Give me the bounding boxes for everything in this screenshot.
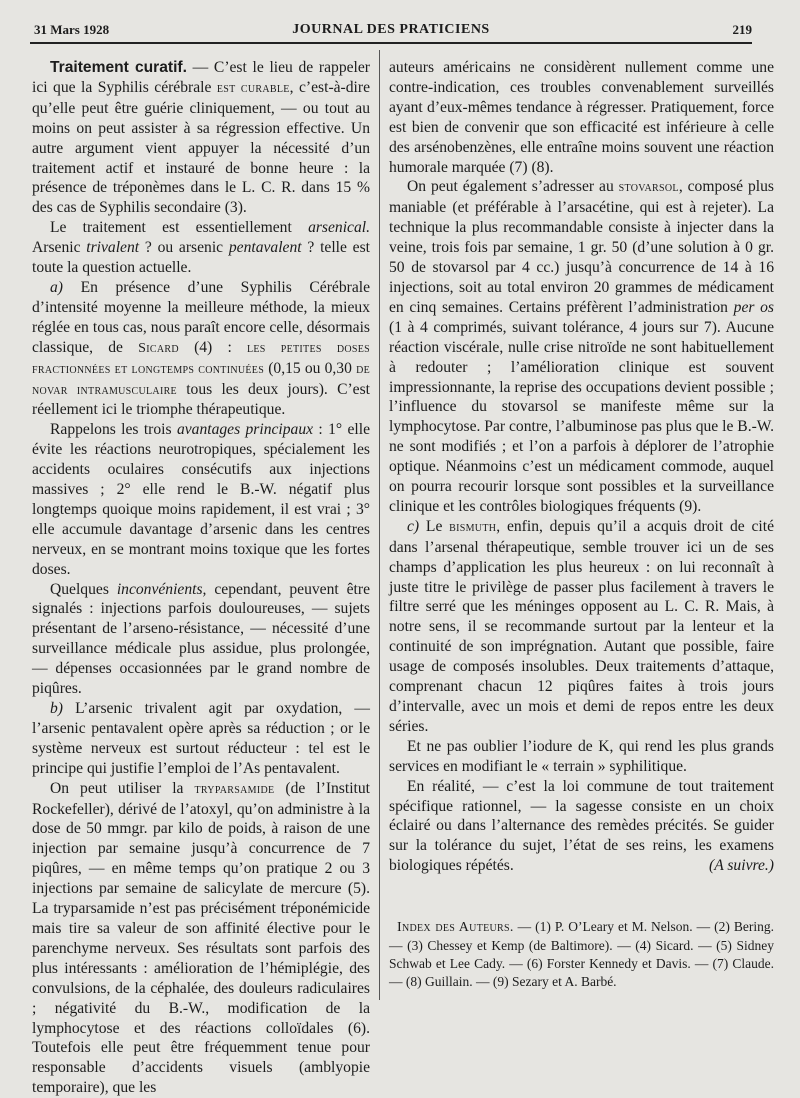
smallcaps-run: Sicard — [138, 340, 179, 356]
text-run: ? ou arsenic — [139, 239, 229, 257]
smallcaps-run: stovarsol — [618, 180, 679, 196]
text-run: Arsenic — [32, 239, 87, 257]
text-run: ? telle est toute la question actuelle. — [32, 239, 370, 277]
text-run: En présence d’une Syphilis Cérébrale d’intensité moyenne la meilleure méthode, la mieux réglée en tous cas, nous paraît encore celle, désormais classique, de — [32, 278, 370, 356]
text-run: , c’est-à-dire qu’elle peut être guérie cliniquement, — ou tout au moins on peut assister à sa régression effective. Un autre argument vient appuyer la nécessité d’un traitement actif et instauré de bonne heure : la présence de tréponèmes dans le L. C. R. dans 15 % des cas de Syphilis secondaire (3). — [32, 78, 370, 217]
italic-run: pentavalent — [228, 239, 302, 257]
text-run: (1 à 4 comprimés, suivant tolérance, 4 jours sur 7). Aucune réaction viscérale, nulle crise nitroïde ne sont habituellement à redouter ; l’amélioration clinique est souvent impressionnante, la reprise des occupations devient possible ; l’influence du stovarsol se manifeste même sur la lymphocytose. Par contre, l’albuminose pas plus que le B.-W. ne sont modifiés ; et l’on a parfois à déplorer de l’atrophie optique. Néanmoins c’est un médicament commode, auquel on pourra recourir lorsque sont possibles et la surveillance clinique et les contrôles biologiques fréquents (9). — [389, 318, 774, 515]
header-rule — [30, 42, 752, 44]
paragraph-b — [32, 699, 370, 779]
author-index — [389, 918, 774, 991]
paragraph-realite — [389, 777, 774, 877]
paragraph-inconvenients — [32, 580, 370, 699]
column-divider — [379, 50, 380, 1000]
italic-run: arsenical. — [308, 219, 370, 237]
paragraph-auteurs-americains: auteurs américains ne considèrent nullement comme une contre-indication, ces troubles convenablement surveillés ayant d’eux-mêmes tendance à régresser. Pratiquement, force est bien de convenir que son efficacité est inférieure à celle des arsénobenzènes, elle entraîne moins souvent une réaction humorale marquée (7) (8). — [389, 59, 774, 176]
paragraph-arsenical — [32, 218, 370, 278]
smallcaps-run: est curable — [216, 80, 290, 96]
text-run: (4) : — [178, 338, 247, 356]
text-run: Le — [419, 517, 450, 535]
paragraph-stovarsol — [389, 177, 774, 516]
text-run: — (1) P. O’Leary et M. Nelson. — (2) Bering. — (3) Chessey et Kemp (de Baltimore). — (4) Sicard. — (5) Sidney Schwab et Lee Cady. — (6) Forster Kennedy et Davis. — (7) Claude. — (8) Guillain. — (9) Sezary et A. Barbé. — [389, 919, 774, 989]
right-column — [389, 58, 774, 876]
issue-date: 31 Mars 1928 — [34, 22, 110, 37]
author-index-text — [389, 918, 774, 991]
italic-run: a) — [50, 278, 63, 296]
smallcaps-run: tryparsamide — [194, 781, 275, 797]
text-run: L’arsenic trivalent agit par oxydation, — l’arsenic pentavalent opère après sa réduction ; or le système nerveux est surtout réducteur : tel est le principe qui justifie l’emploi de l’As pentavalent. — [32, 700, 370, 777]
left-column — [32, 58, 370, 1098]
paragraph-a — [32, 278, 370, 420]
a-suivre: (A suivre.) — [709, 857, 774, 875]
author-index-label: Index des Auteurs. — [397, 920, 514, 935]
paragraph-iodure: Et ne pas oublier l’iodure de K, qui rend les plus grands services en modifiant le « terrain » syphilitique. — [389, 737, 774, 775]
italic-run: inconvénients, — [116, 580, 207, 598]
text-run: En réalité, — c’est la loi commune de tout traitement spécifique rationnel, — la sagesse consiste en un choix éclairé ou dans l’alternance des remèdes précités. Se guider sur la tolérance du sujet, l’état de ses reins, les examens biologiques répétés. — [389, 777, 774, 875]
smallcaps-run: bismuth — [449, 519, 497, 535]
journal-title: JOURNAL DES PRATICIENS — [292, 22, 490, 37]
running-header — [30, 20, 752, 42]
smallcaps-run: de novar intramusculaire — [32, 361, 370, 398]
italic-run: avantages principaux — [176, 421, 314, 439]
italic-run: per os — [733, 298, 774, 316]
paragraph-tryparsamide — [32, 779, 370, 1098]
smallcaps-run: les petites doses fractionnées et longtemps continuées — [32, 340, 370, 377]
text-run: (de l’Institut Rockefeller), dérivé de l’atoxyl, qu’on administre à la dose de 50 mmgr. par kilo de poids, à raison de une injection par semaine jusqu’à concurrence de 7 piqûres, — en même temps qu’on pratique 2 ou 3 injections par semaine de salicylate de mercure (5). La tryparsamide n’est pas précisément tréponémicide mais tire sa valeur de son affinité élective pour le parenchyme nerveux. Ses résultats sont parfois des plus intéressants : amélioration de l’hémiplégie, des convulsions, de la céphalée, des douleurs radiculaires ; négativité du B.-W., modification de la lymphocytose et des réactions colloïdales (6). Toutefois elle peut être fréquemment tenue pour responsable d’accidents visuels (amblyopie temporaire), que les — [32, 779, 371, 1097]
page-number: 219 — [732, 22, 752, 37]
text-run: Quelques — [50, 580, 117, 598]
text-run: (0,15 ou 0,30 — [264, 359, 357, 377]
text-run: — C’est le lieu de rappeler ici que la Syphilis cérébrale — [32, 59, 370, 96]
section-heading: Traitement curatif. — [50, 59, 187, 76]
text-run: : 1° elle évite les réactions neurotropiques, spécialement les accidents oculaires consécutifs aux injections massives ; 2° elle rend le B.-W. négatif plus longtemps quoique moins rapidement, il est vrai ; 3° elle accumule davantage d’arsenic dans les centres nerveux, en se montrant moins toxique que les fortes doses. — [32, 421, 370, 578]
paragraph-avantages — [32, 420, 370, 579]
paragraph-traitement-curatif — [32, 58, 370, 218]
italic-run: trivalent — [86, 239, 140, 257]
italic-run: b) — [50, 700, 63, 717]
text-run: tous les deux jours). C’est réellement ici le triomphe thérapeutique. — [32, 380, 370, 419]
paragraph-bismuth — [389, 517, 774, 737]
text-run: cependant, peuvent être signalés : injections parfois douloureuses, — sujets présentant de l’arseno-résistance, — nécessité d’une surveillance médicale plus assidue, plus prolongée, — dépenses occasionnées par le grand nombre de piqûres. — [32, 580, 371, 698]
text-run: , enfin, depuis qu’il a acquis droit de cité dans l’arsenal thérapeutique, semble trouver ici un de ses champs d’application les plus heureux : on lui reconnaît à juste titre le privilège de passer plus facilement à travers le filtre serré que les méninges opposent au L. C. R. Mais, à notre sens, il se recommande surtout par la lenteur et la continuité de son imprégnation. Autant que possible, faire usage de composés insolubles. Deux traitements d’attaque, comprenant chacun 12 piqûres faites à trois jours d’intervalle, avec un mois et demi de repos entre les deux séries. — [389, 517, 775, 735]
text-run: , composé plus maniable (et préférable à l’arsacétine, qui est à rejeter). La technique la plus recommandable consiste à injecter dans la veine, trois fois par semaine, 1 gr. 50 (d’une solution à 0 gr. 50 de stovarsol par 4 cc.) jusqu’à concurrence de 14 à 16 injections, soit au total environ 20 grammes de médicament en cinq semaines. Certains préfèrent l’administration — [389, 178, 774, 316]
italic-run: c) — [407, 517, 420, 535]
text-run: On peut également s’adresser au — [407, 178, 619, 196]
text-run: On peut utiliser la — [50, 779, 195, 797]
text-run: Rappelons les trois — [50, 421, 177, 439]
text-run: Le traitement est essentiellement — [50, 219, 309, 237]
